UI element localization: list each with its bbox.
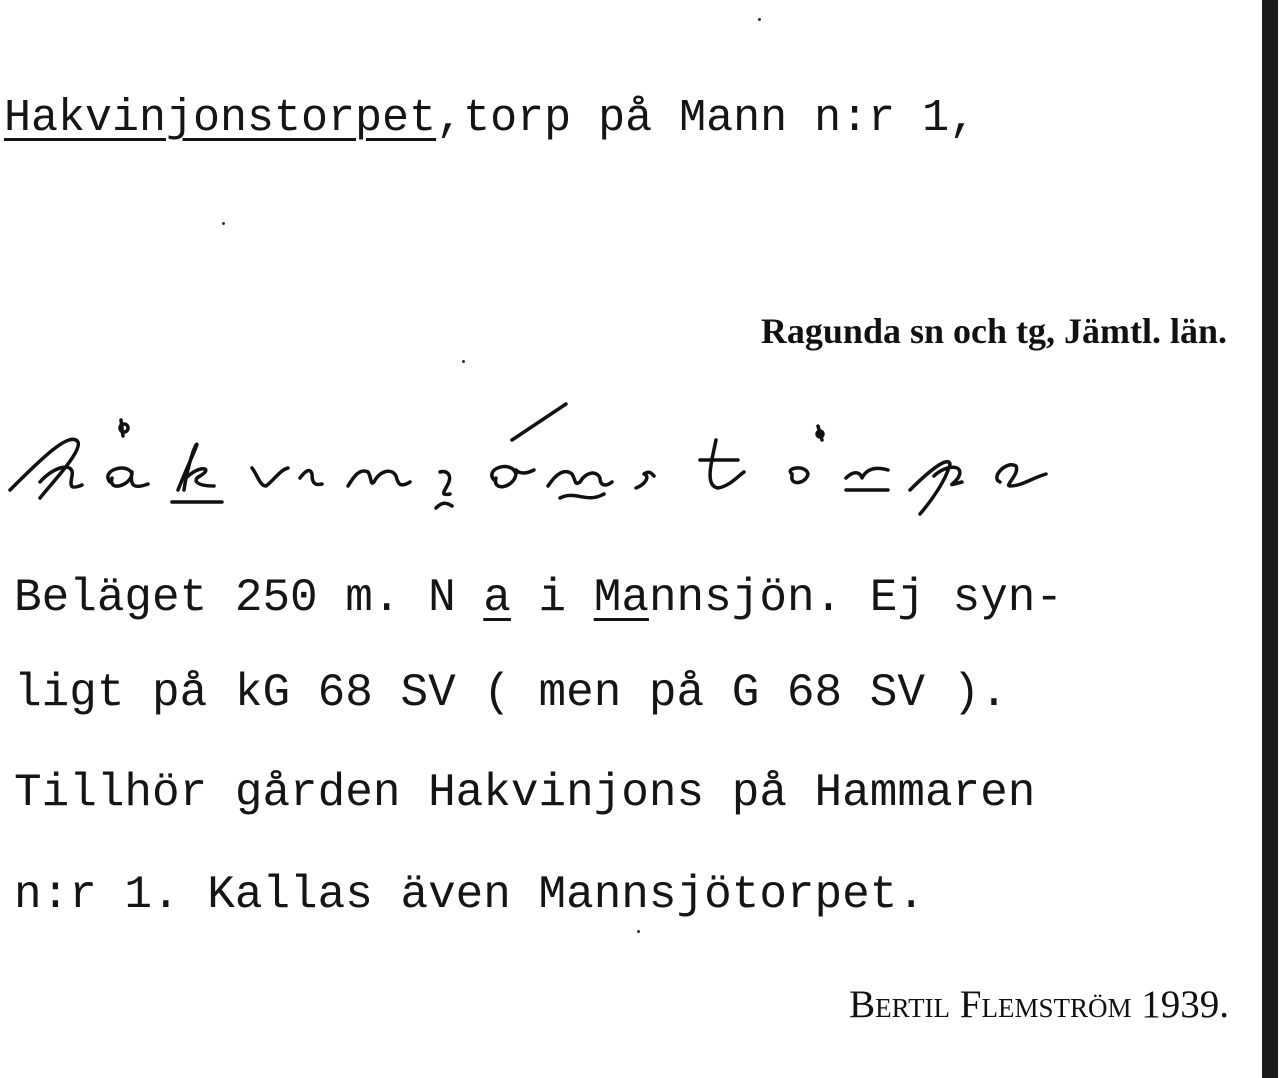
body-line-1 xyxy=(14,572,1064,624)
parish-location: Ragunda sn och tg, Jämtl. län. xyxy=(760,311,1227,351)
body-line-3: Tillhör gården Hakvinjons på Hammaren xyxy=(14,767,1036,819)
scan-border xyxy=(1262,0,1278,1078)
body-line-2: ligt på kG 68 SV ( men på G 68 SV ). xyxy=(14,667,1008,719)
scan-speck xyxy=(637,930,640,933)
underlined-ma: Ma xyxy=(593,572,649,624)
author-signature: Bertil Flemström 1939. xyxy=(849,983,1229,1026)
body-line-4: n:r 1. Kallas även Mannsjötorpet. xyxy=(14,869,925,921)
body-line-1-start: Beläget 250 m. N xyxy=(14,572,484,624)
headword: Hakvinjonstorpet xyxy=(4,93,437,144)
body-line-1-end: nnsjön. Ej syn- xyxy=(648,572,1064,624)
handwritten-pronunciation xyxy=(0,390,1080,520)
headword-line xyxy=(4,93,977,144)
headword-description: ,torp på Mann n:r 1, xyxy=(436,93,977,144)
scan-speck xyxy=(758,18,761,21)
underlined-a: a xyxy=(483,572,511,624)
scan-speck xyxy=(462,360,465,363)
scan-speck xyxy=(222,222,225,225)
body-line-1-mid: i xyxy=(510,572,594,624)
